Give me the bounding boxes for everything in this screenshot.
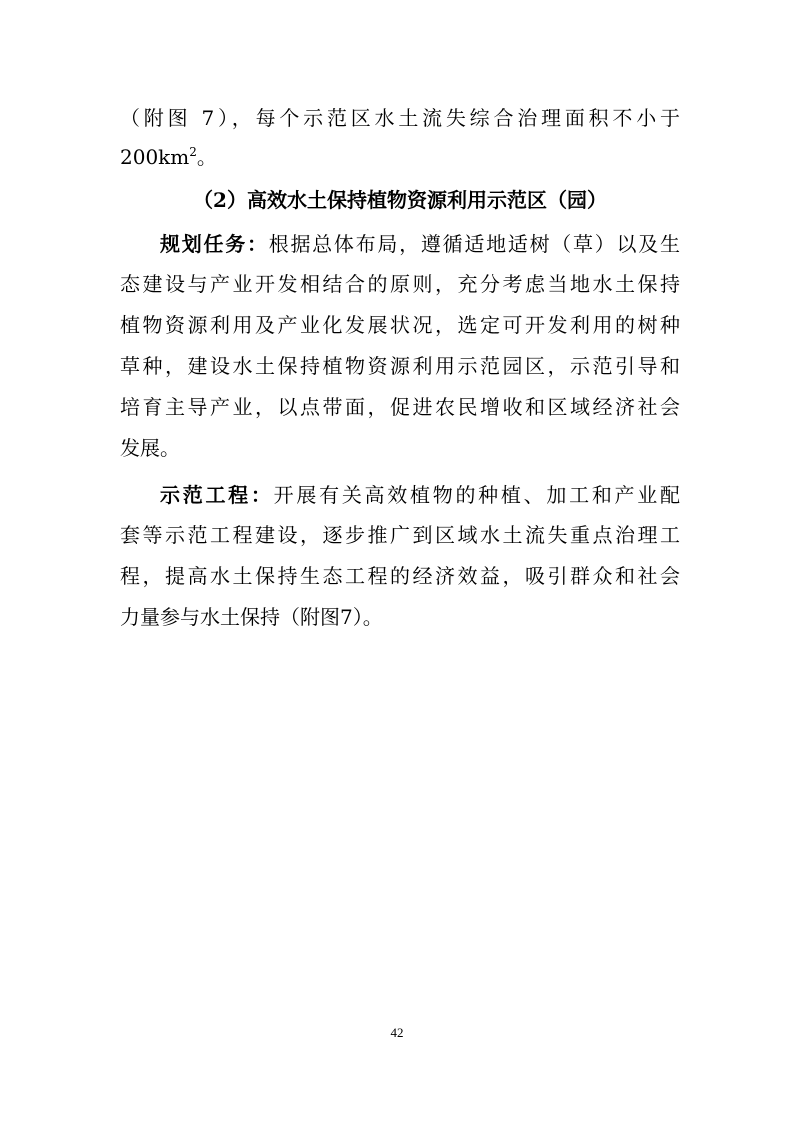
paragraph-line — [160, 230, 680, 258]
paragraph-line: 套等示范工程建设，逐步推广到区域水土流失重点治理工 — [120, 523, 680, 547]
area-value: 200km — [120, 145, 190, 169]
paragraph-line: 培育主导产业，以点带面，促进农民增收和区域经济社会 — [120, 395, 680, 419]
planning-task-line-1: 根据总体布局，遵循适地适树（草）以及生 — [268, 232, 681, 256]
paragraph-line: 发展。 — [120, 436, 180, 460]
paragraph-line: 程，提高水土保持生态工程的经济效益，吸引群众和社会 — [120, 564, 680, 588]
page-number: 42 — [390, 1025, 404, 1040]
paragraph-line — [120, 104, 680, 132]
paragraph-line: 植物资源利用及产业化发展状况，选定可开发利用的树种 — [120, 313, 680, 337]
paragraph-line: 草种，建设水土保持植物资源利用示范园区，示范引导和 — [120, 354, 680, 378]
paragraph-line — [160, 481, 680, 509]
paragraph-line: 力量参与水土保持（附图7）。 — [120, 605, 383, 629]
demo-project-line-1: 开展有关高效植物的种植、加工和产业配 — [273, 483, 681, 507]
paragraph-line — [120, 143, 680, 171]
area-superscript: 2 — [189, 145, 197, 159]
planning-task-label: 规划任务： — [160, 232, 269, 256]
area-suffix: 。 — [196, 145, 217, 169]
paragraph-1-line-1: （附图 7），每个示范区水土流失综合治理面积不小于 — [120, 106, 680, 130]
paragraph-line: 态建设与产业开发相结合的原则，充分考虑当地水土保持 — [120, 272, 680, 296]
section-heading: （2）高效水土保持植物资源利用示范区（园） — [193, 188, 607, 212]
demo-project-label: 示范工程： — [160, 483, 274, 507]
